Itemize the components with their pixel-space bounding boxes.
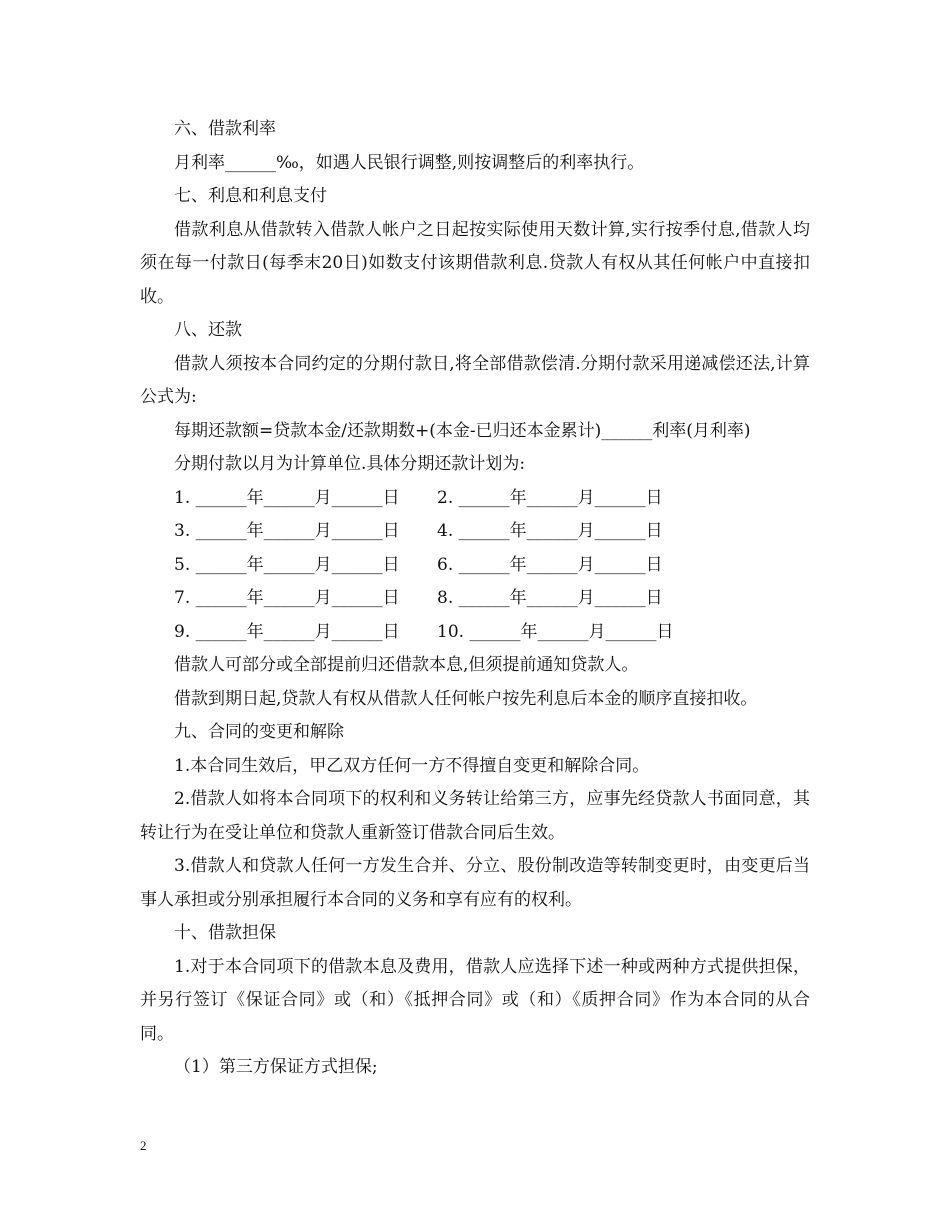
schedule-row — [140, 482, 810, 516]
paragraph-guarantee-1: 1.对于本合同项下的借款本息及费用，借款人应选择下述一种或两种方式提供担保，并另行签订《保证合同》或（和）《抵押合同》或（和）《质押合同》作为本合同的从合同。 — [140, 956, 810, 1044]
paragraph-repayment: 借款人须按本合同约定的分期付款日,将全部借款偿清.分期付款采用递减偿还法,计算公式为: — [140, 353, 810, 407]
schedule-entry: 3. ______年______月______日 — [174, 521, 400, 541]
document-body — [140, 113, 810, 1085]
schedule-entry: 4. ______年______月______日 — [437, 521, 663, 541]
schedule-entry: 1. ______年______月______日 — [174, 487, 400, 508]
paragraph-change-2: 2.借款人如将本合同项下的权利和义务转让给第三方，应事先经贷款人书面同意，其转让行为在受让单位和贷款人重新签订借款合同后生效。 — [140, 789, 810, 843]
paragraph-formula: 每期还款额=贷款本金/还款期数+(本金-已归还本金累计)______利率(月利率) — [174, 420, 751, 441]
section-heading-interest-rate: 六、借款利率 — [174, 119, 276, 139]
schedule-row — [140, 515, 810, 549]
schedule-entry: 9. ______年______月______日 — [174, 621, 400, 642]
schedule-entry: 6. ______年______月______日 — [437, 554, 663, 575]
section-heading-interest-payment: 七、利息和利息支付 — [174, 186, 327, 206]
paragraph-interest-payment: 借款利息从借款转入借款人帐户之日起按实际使用天数计算,实行按季付息,借款人均须在每一付款日(每季末20日)如数支付该期借款利息.贷款人有权从其任何帐户中直接扣收。 — [140, 219, 810, 307]
section-heading-contract-change: 九、合同的变更和解除 — [174, 722, 344, 742]
schedule-row — [140, 616, 810, 650]
schedule-entry: 2. ______年______月______日 — [437, 487, 663, 508]
schedule-entry: 10. ______年______月______日 — [437, 621, 674, 642]
paragraph-early-repayment: 借款人可部分或全部提前归还借款本息,但须提前通知贷款人。 — [174, 655, 639, 675]
schedule-entry: 7. ______年______月______日 — [174, 588, 400, 608]
schedule-entry: 5. ______年______月______日 — [174, 554, 400, 575]
section-heading-repayment: 八、还款 — [174, 320, 242, 340]
repayment-schedule — [140, 482, 810, 650]
page-number: 2 — [140, 1138, 147, 1153]
paragraph-schedule-intro: 分期付款以月为计算单位.具体分期还款计划为: — [174, 454, 526, 474]
paragraph-guarantee-option-1: （1）第三方保证方式担保; — [174, 1057, 378, 1077]
paragraph-change-1: 1.本合同生效后，甲乙双方任何一方不得擅自变更和解除合同。 — [174, 755, 650, 776]
schedule-entry: 8. ______年______月______日 — [437, 588, 663, 608]
paragraph-change-3: 3.借款人和贷款人任何一方发生合并、分立、股份制改造等转制变更时，由变更后当事人承担或分别承担履行本合同的义务和享有应有的权利。 — [140, 856, 810, 910]
paragraph-maturity-deduction: 借款到期日起,贷款人有权从借款人任何帐户按先利息后本金的顺序直接扣收。 — [174, 688, 758, 709]
schedule-row — [140, 582, 810, 616]
schedule-row — [140, 549, 810, 583]
section-heading-guarantee: 十、借款担保 — [174, 923, 276, 943]
paragraph-monthly-rate: 月利率______‰，如遇人民银行调整,则按调整后的利率执行。 — [174, 152, 645, 173]
